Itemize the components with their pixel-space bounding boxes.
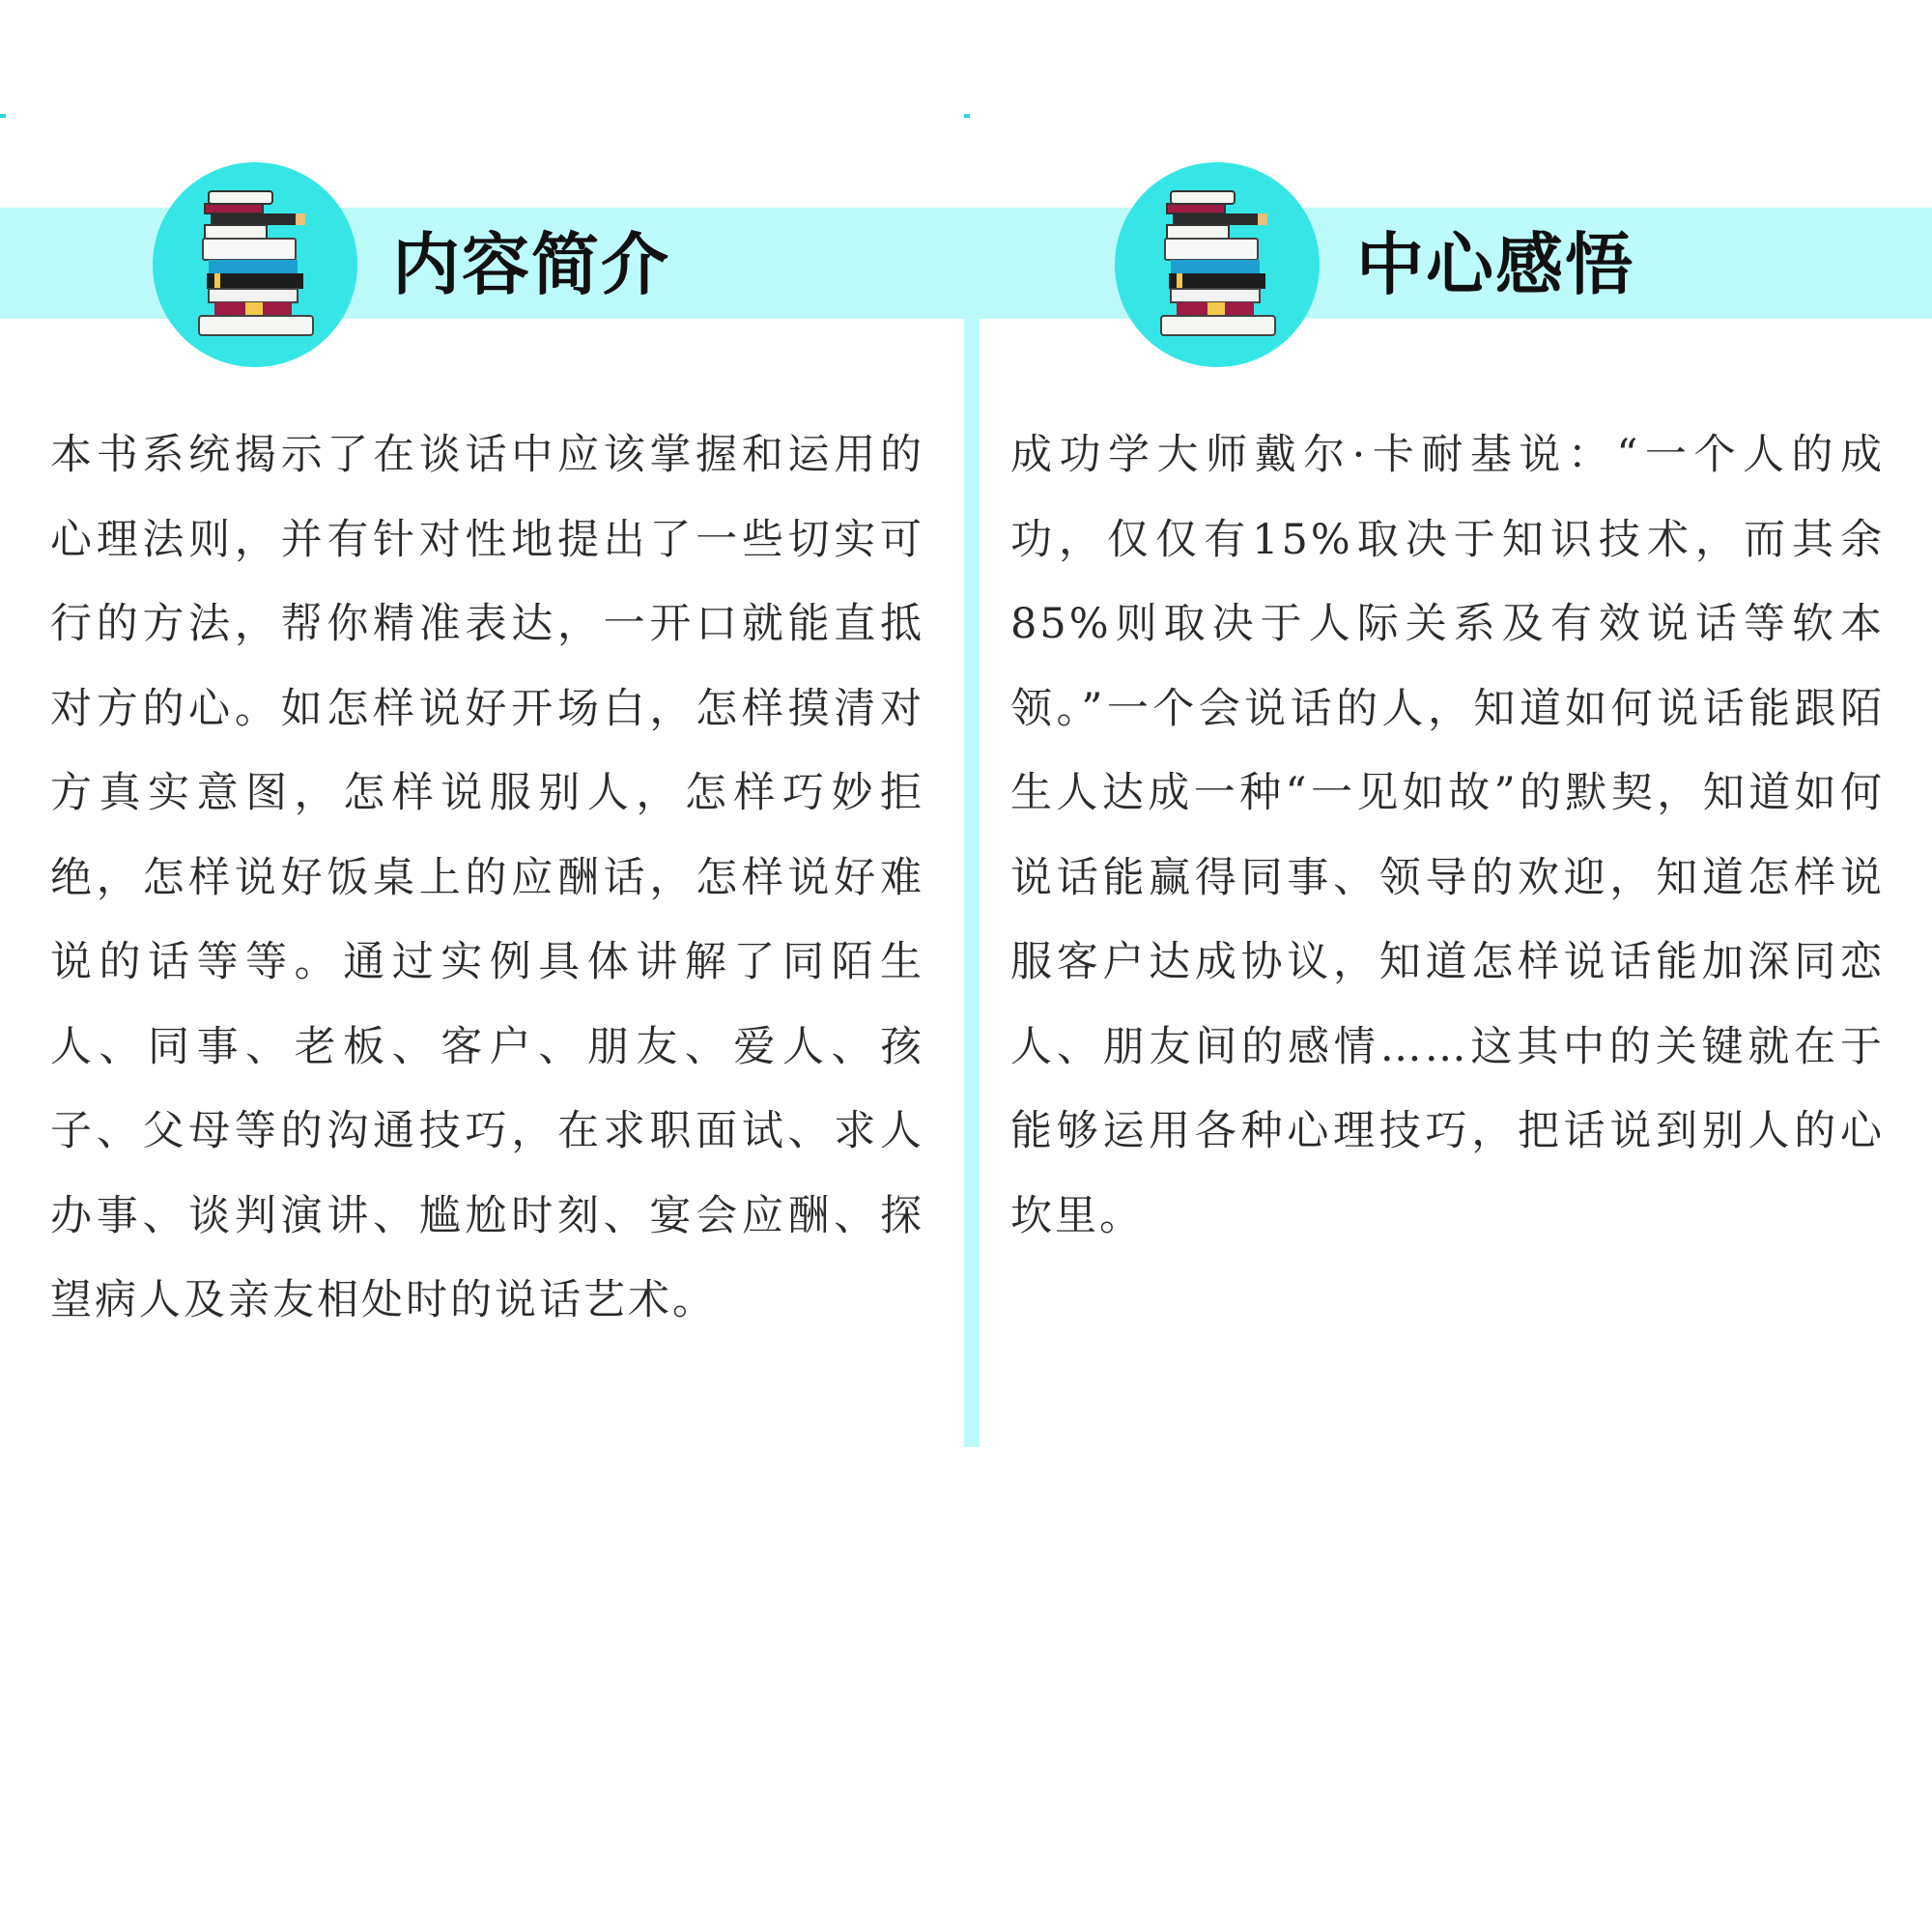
books-stack-icon (153, 162, 357, 367)
books-stack-graphic (153, 162, 357, 367)
section-title: 内容简介 (392, 224, 670, 304)
decor-tick-right (964, 114, 970, 118)
section-body: 本书系统揭示了在谈话中应该掌握和运用的心理法则，并有针对性地提出了一些切实可行的方法，帮你精准表达，一开口就能直抵对方的心。如怎样说好开场白，怎样摸清对方真实意图，怎样说服别人，怎样巧妙拒绝，怎样说好饭桌上的应酬话，怎样说好难说的话等等。通过实例具体讲解了同陌生人、同事、老板、客户、朋友、爱人、孩子、父母等的沟通技巧，在求职面试、求人办事、谈判演讲、尴尬时刻、宴会应酬、探望病人及亲友相处时的说话艺术。 (50, 431, 924, 1324)
section-title: 中心感悟 (1356, 224, 1634, 304)
section-body: 成功学大师戴尔·卡耐基说：“一个人的成功，仅仅有15%取决于知识技术，而其余85%则取决于人际关系及有效说话等软本领。”一个会说话的人，知道如何说话能跟陌生人达成一种“一见如故”的默契，知道如何说话能赢得同事、领导的欢迎，知道怎样说服客户达成协议，知道怎样说话能加深同恋人、朋友间的感情……这其中的关键就在于能够运用各种心理技巧，把话说到别人的心坎里。 (1010, 431, 1885, 1240)
column-divider (964, 319, 980, 1447)
books-stack-graphic (1115, 162, 1320, 367)
decor-tick-left (0, 114, 6, 118)
books-stack-icon (1115, 162, 1320, 367)
